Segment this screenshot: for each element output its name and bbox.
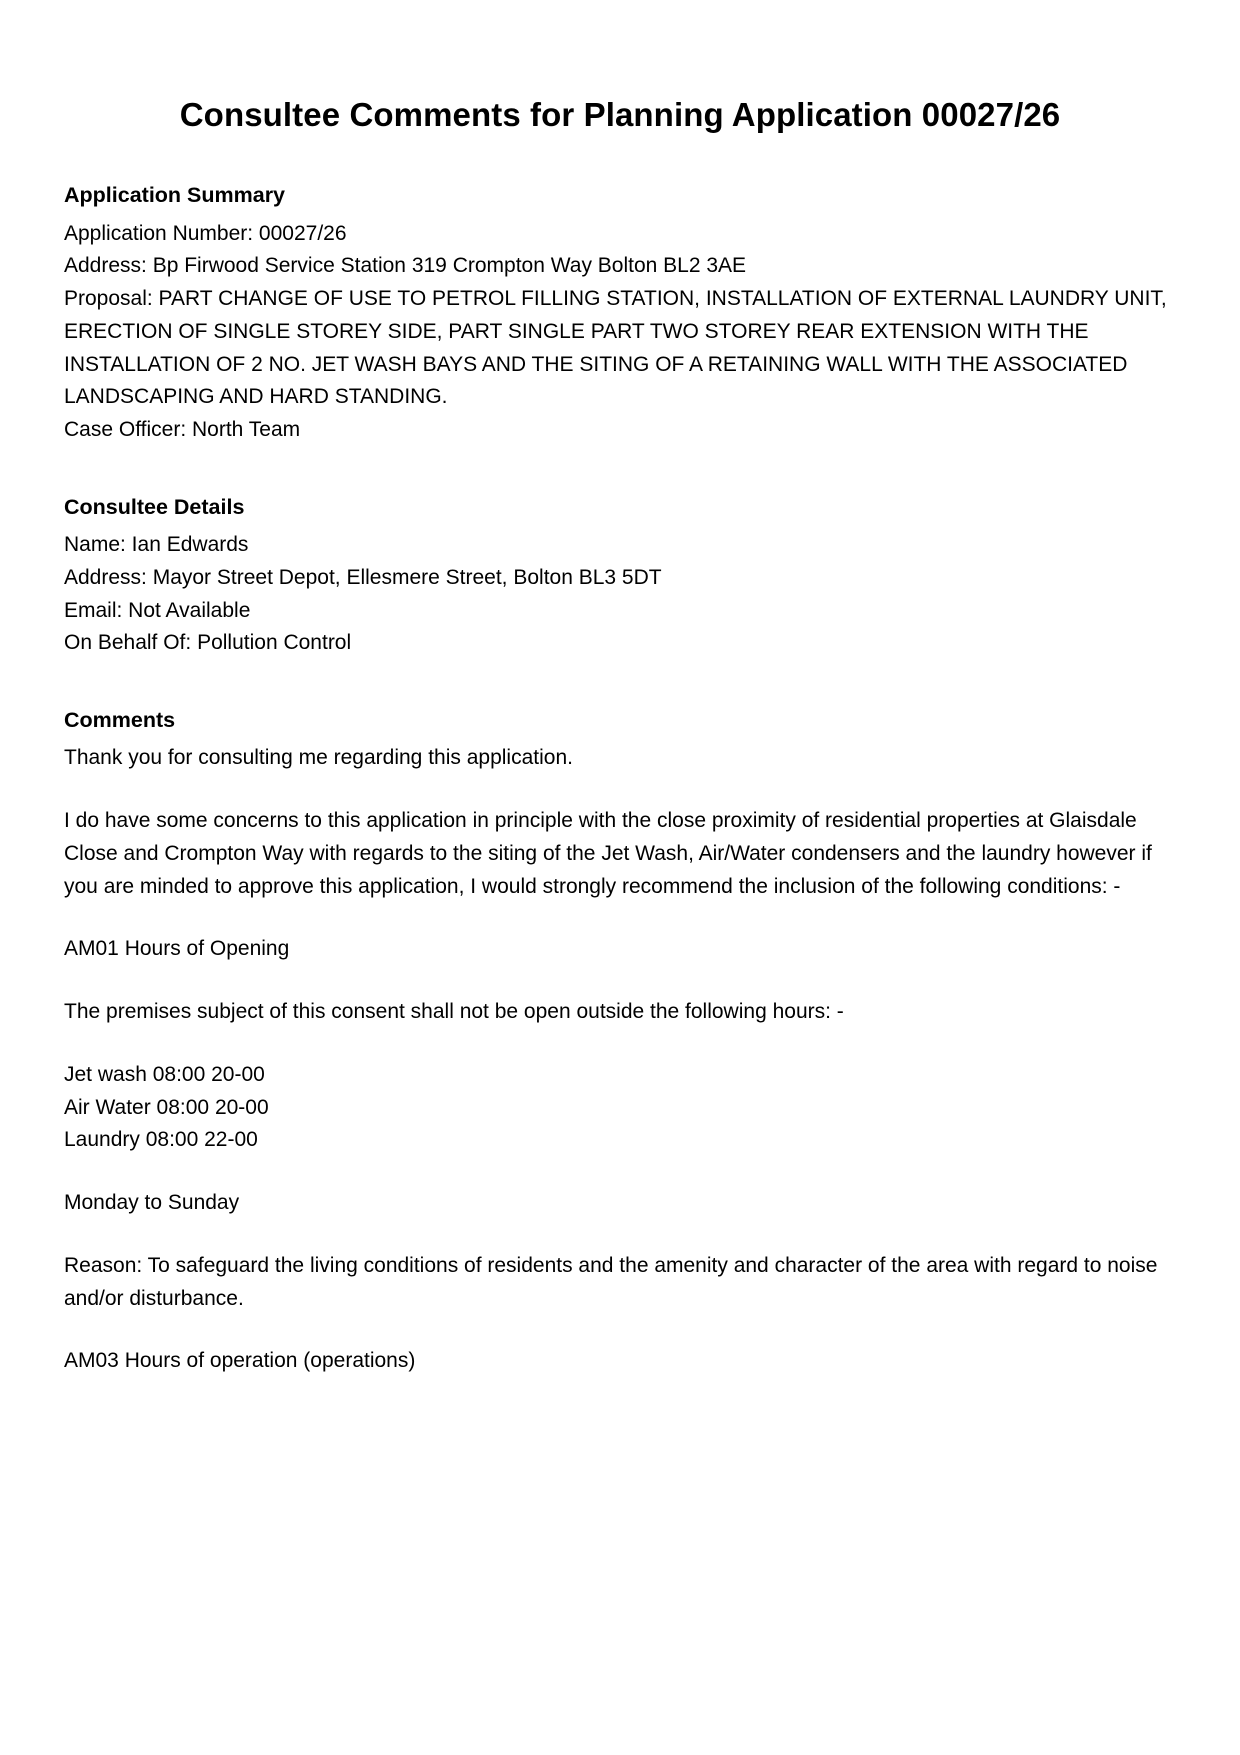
days-line: Monday to Sunday xyxy=(64,1191,240,1214)
hours-line-laundry: Laundry 08:00 22-00 xyxy=(64,1128,258,1152)
paragraph-gap xyxy=(64,775,1176,805)
application-number-line: Application Number: 00027/26 xyxy=(64,221,347,245)
consultee-on-behalf-of-line: On Behalf Of: Pollution Control xyxy=(64,631,352,655)
next-condition-line: AM03 Hours of operation (operations) xyxy=(64,1349,416,1373)
application-summary-section xyxy=(64,179,1176,447)
comments-paragraph-1: Thank you for consulting me regarding this application. xyxy=(64,746,573,770)
application-proposal-line: Proposal: PART CHANGE OF USE TO PETROL FILLING STATION, INSTALLATION OF EXTERNAL LAUNDRY UNIT, ERECTION OF SINGLE STOREY SIDE, PART SINGLE PART TWO STOREY REAR EXTENSION WITH THE INSTALLATION OF 2 NO. JET WASH BAYS AND THE SITING OF A RETAINING WALL WITH THE ASSOCIATED LANDSCAPING AND HARD STANDING. xyxy=(64,287,1167,409)
comments-paragraph-3: AM01 Hours of Opening xyxy=(64,937,290,961)
application-address-line: Address: Bp Firwood Service Station 319 Crompton Way Bolton BL2 3AE xyxy=(64,254,747,278)
consultee-address-line: Address: Mayor Street Depot, Ellesmere Street, Bolton BL3 5DT xyxy=(64,565,662,589)
comments-paragraph-2: I do have some concerns to this application in principle with the close proximity of residential properties at Glaisdale Close and Crompton Way with regards to the siting of the Jet Wash, Air/Water condensers and the laundry however if you are minded to approve this application, I would strongly recommend the inclusion of the following conditions: - xyxy=(64,809,1152,898)
consultee-name-line: Name: Ian Edwards xyxy=(64,533,249,556)
comments-paragraph-4: The premises subject of this consent shall not be open outside the following hours: - xyxy=(64,1000,844,1023)
page-title: Consultee Comments for Planning Application 00027/26 xyxy=(179,96,1061,133)
reason-paragraph: Reason: To safeguard the living conditions of residents and the amenity and character of the area with regard to noise and/or disturbance. xyxy=(64,1253,1158,1310)
application-summary-heading: Application Summary xyxy=(64,183,286,208)
consultee-details-heading: Consultee Details xyxy=(64,494,245,519)
consultee-details-section xyxy=(64,491,1176,660)
comments-section xyxy=(64,704,1176,1378)
paragraph-gap xyxy=(64,966,1176,996)
comments-heading: Comments xyxy=(64,708,176,732)
case-officer-line: Case Officer: North Team xyxy=(64,418,301,441)
paragraph-gap xyxy=(64,1157,1176,1187)
paragraph-gap xyxy=(64,1220,1176,1250)
consultee-email-line: Email: Not Available xyxy=(64,598,251,622)
paragraph-gap xyxy=(64,903,1176,933)
paragraph-gap xyxy=(64,1029,1176,1059)
hours-line-jet-wash: Jet wash 08:00 20-00 xyxy=(64,1062,265,1086)
paragraph-gap xyxy=(64,1315,1176,1345)
hours-line-air-water: Air Water 08:00 20-00 xyxy=(64,1095,269,1119)
